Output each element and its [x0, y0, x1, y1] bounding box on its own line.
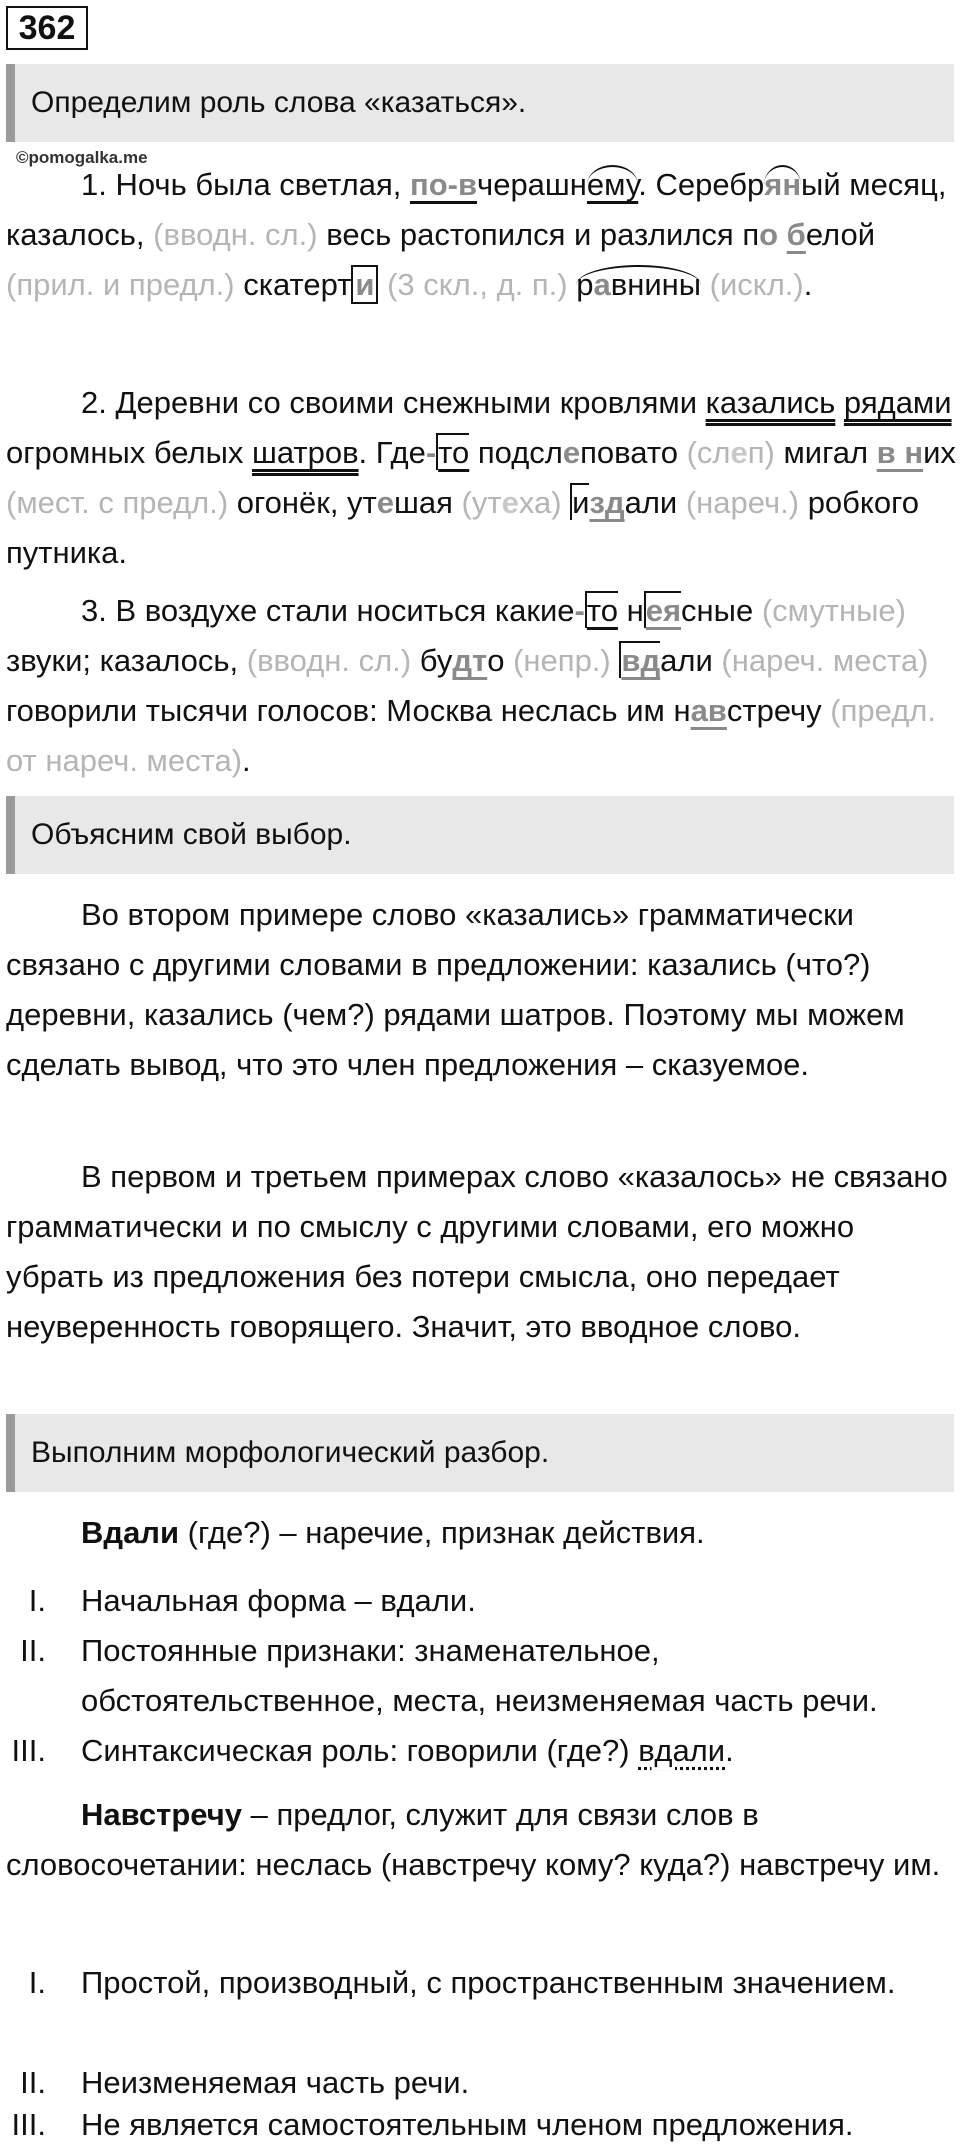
example-3: 3. В воздухе стали носиться какие-то неясные (смутные) звуки; казалось, (вводн. сл.) будто (непр.) вдали (нареч. места) говорили тысячи голосов: Москва неслась им навстречу (предл. от нареч. места).	[6, 593, 936, 778]
suffix-yan: ян	[764, 167, 802, 202]
root-ravn: равнины	[576, 267, 702, 302]
ending-box-i: и	[351, 265, 378, 304]
prefix-po-v: по-в	[410, 167, 478, 202]
example-1: 1. Ночь была светлая, по-вчерашнему. Серебряный месяц, казалось, (вводн. сл.) весь растопился и разлился по белой (прил. и предл.) скатерт и (3 скл., д. п.) равнины (искл.).	[6, 167, 947, 302]
note-vvodn: (вводн. сл.)	[153, 217, 318, 252]
section-title-role: Определим роль слова «казаться».	[6, 64, 954, 142]
section-title-morph: Выполним морфологический разбор.	[6, 1414, 954, 1492]
page: 362 Определим роль слова «казаться». ©pomogalka.me 1. Ночь была светлая, по-вчерашнему. Серебряный месяц, казалось, (вводн. сл.) весь растопился и разлился по белой (прил. и предл.) скатерт и (3 скл., д. п.) равнины (искл.). 2. Деревни со своими снежными кровлями казались рядами огромных белых шатров. Где-то подслеповато (слеп) мигал в них (мест. с предл.) огонёк, утешая (утеха) издали (нареч.) робкого путника. 3. В воздухе стали носиться какие-то неясные (смутные) звуки; казалось, (вводн. сл.) будто (непр.) вдали (нареч. места) говорили тысячи голосов: Москва неслась им навстречу (предл. от нареч. места). Объясним свой выбор. Во втором примере слово «казались» грамматически связано с другими словами в предложении: казались (что?) деревни, казались (чем?) рядами шатров. Поэтому мы можем сделать вывод, что это член предложения – сказуемое. В первом и третьем примерах слово «казалось» не связано грамматически и по смыслу с другими словами, его можно убрать из предложения без потери смысла, оно передает неуверенность говорящего. Значит, это вводное слово. Выполним морфологический разбор. Вдали (где?) – наречие, признак действия. I. Начальная форма – вдали. II. Постоянные признаки: знаменательное, обстоятельственное, места, неизменяемая часть речи. III. Синтаксическая роль: говорили (где?) вдали. Навстречу – предлог, служит для связи слов в словосочетании: неслась (навстречу кому? куда?) навстречу им. I. Простой, производный, с пространственным значением. II. Неизменяемая часть речи. III. Не является самостоятельным членом предложения.	[0, 0, 960, 2150]
ending-emu: ему	[586, 167, 639, 202]
predicate-kazalis: казались	[705, 385, 836, 420]
explain-paragraph-1: Во втором примере слово «казались» грамматически связано с другими словами в предложении: казались (что?) деревни, казались (чем?) рядами шатров. Поэтому мы можем сделать вывод, что это член предложения – сказуемое.	[6, 897, 905, 1082]
morph-vdali-intro: Вдали (где?) – наречие, признак действия.	[81, 1515, 705, 1550]
predicate-ryadami: рядами	[843, 385, 952, 420]
watermark: ©pomogalka.me	[16, 148, 148, 167]
morph-navstrechu-intro: Навстречу – предлог, служит для связи слов в словосочетании: неслась (навстречу кому? куда?) навстречу им.	[6, 1797, 941, 1882]
example-2: 2. Деревни со своими снежными кровлями казались рядами огромных белых шатров. Где-то подслеповато (слеп) мигал в них (мест. с предл.) огонёк, утешая (утеха) издали (нареч.) робкого путника.	[6, 385, 956, 570]
explain-paragraph-2: В первом и третьем примерах слово «казалось» не связано грамматически и по смыслу с другими словами, его можно убрать из предложения без потери смысла, оно передает неуверенность говорящего. Значит, это вводное слово.	[6, 1159, 948, 1344]
exercise-number: 362	[6, 6, 88, 50]
section-title-explain: Объясним свой выбор.	[6, 796, 954, 874]
